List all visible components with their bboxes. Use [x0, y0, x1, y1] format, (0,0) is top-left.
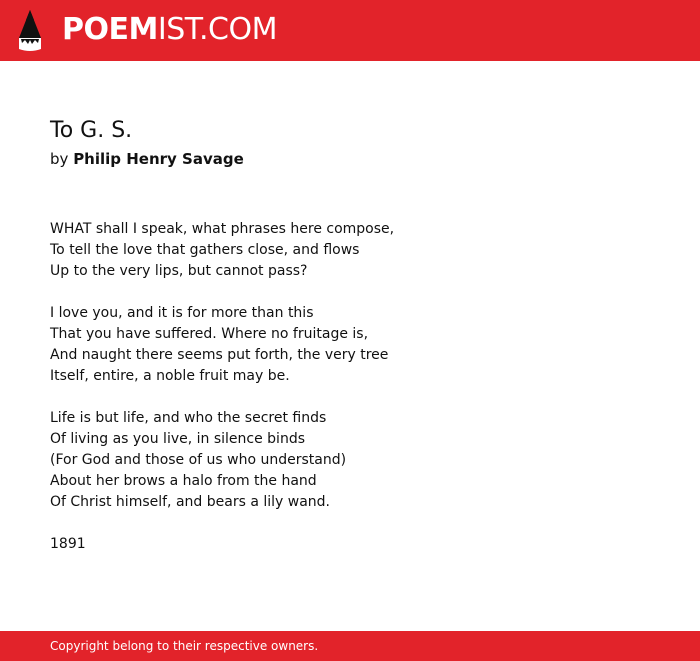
byline	[50, 149, 244, 169]
stanza-break	[50, 282, 650, 303]
poem-line: Life is but life, and who the secret finds	[50, 410, 327, 426]
site-footer	[0, 631, 700, 661]
poem-line: Itself, entire, a noble fruit may be.	[50, 368, 290, 384]
brand-name-light: IST.COM	[157, 12, 277, 47]
poem-line: And naught there seems put forth, the very tree	[50, 347, 389, 363]
poem-line: That you have suffered. Where no fruitage is,	[50, 326, 369, 342]
brand-name-bold: POEM	[62, 12, 158, 47]
poem-title: To G. S.	[50, 118, 133, 143]
stanza-break	[50, 387, 650, 408]
poem-line: Of living as you live, in silence binds	[50, 431, 306, 447]
poem-line: WHAT shall I speak, what phrases here compose,	[50, 221, 395, 237]
site-header	[0, 0, 700, 61]
poem-line: Of Christ himself, and bears a lily wand.	[50, 494, 330, 510]
poem-body	[50, 219, 650, 513]
poem-line: Up to the very lips, but cannot pass?	[50, 263, 308, 279]
by-label: by	[50, 150, 69, 168]
site-logo[interactable]	[62, 12, 277, 48]
author-name: Philip Henry Savage	[73, 150, 244, 168]
poem-line: I love you, and it is for more than this	[50, 305, 314, 321]
poem-line: About her brows a halo from the hand	[50, 473, 317, 489]
pencil-icon[interactable]	[16, 9, 44, 53]
poem-line: (For God and those of us who understand)	[50, 452, 347, 468]
poem-year: 1891	[50, 536, 86, 552]
poem-line: To tell the love that gathers close, and flows	[50, 242, 360, 258]
copyright-notice: Copyright belong to their respective owners.	[50, 639, 319, 653]
